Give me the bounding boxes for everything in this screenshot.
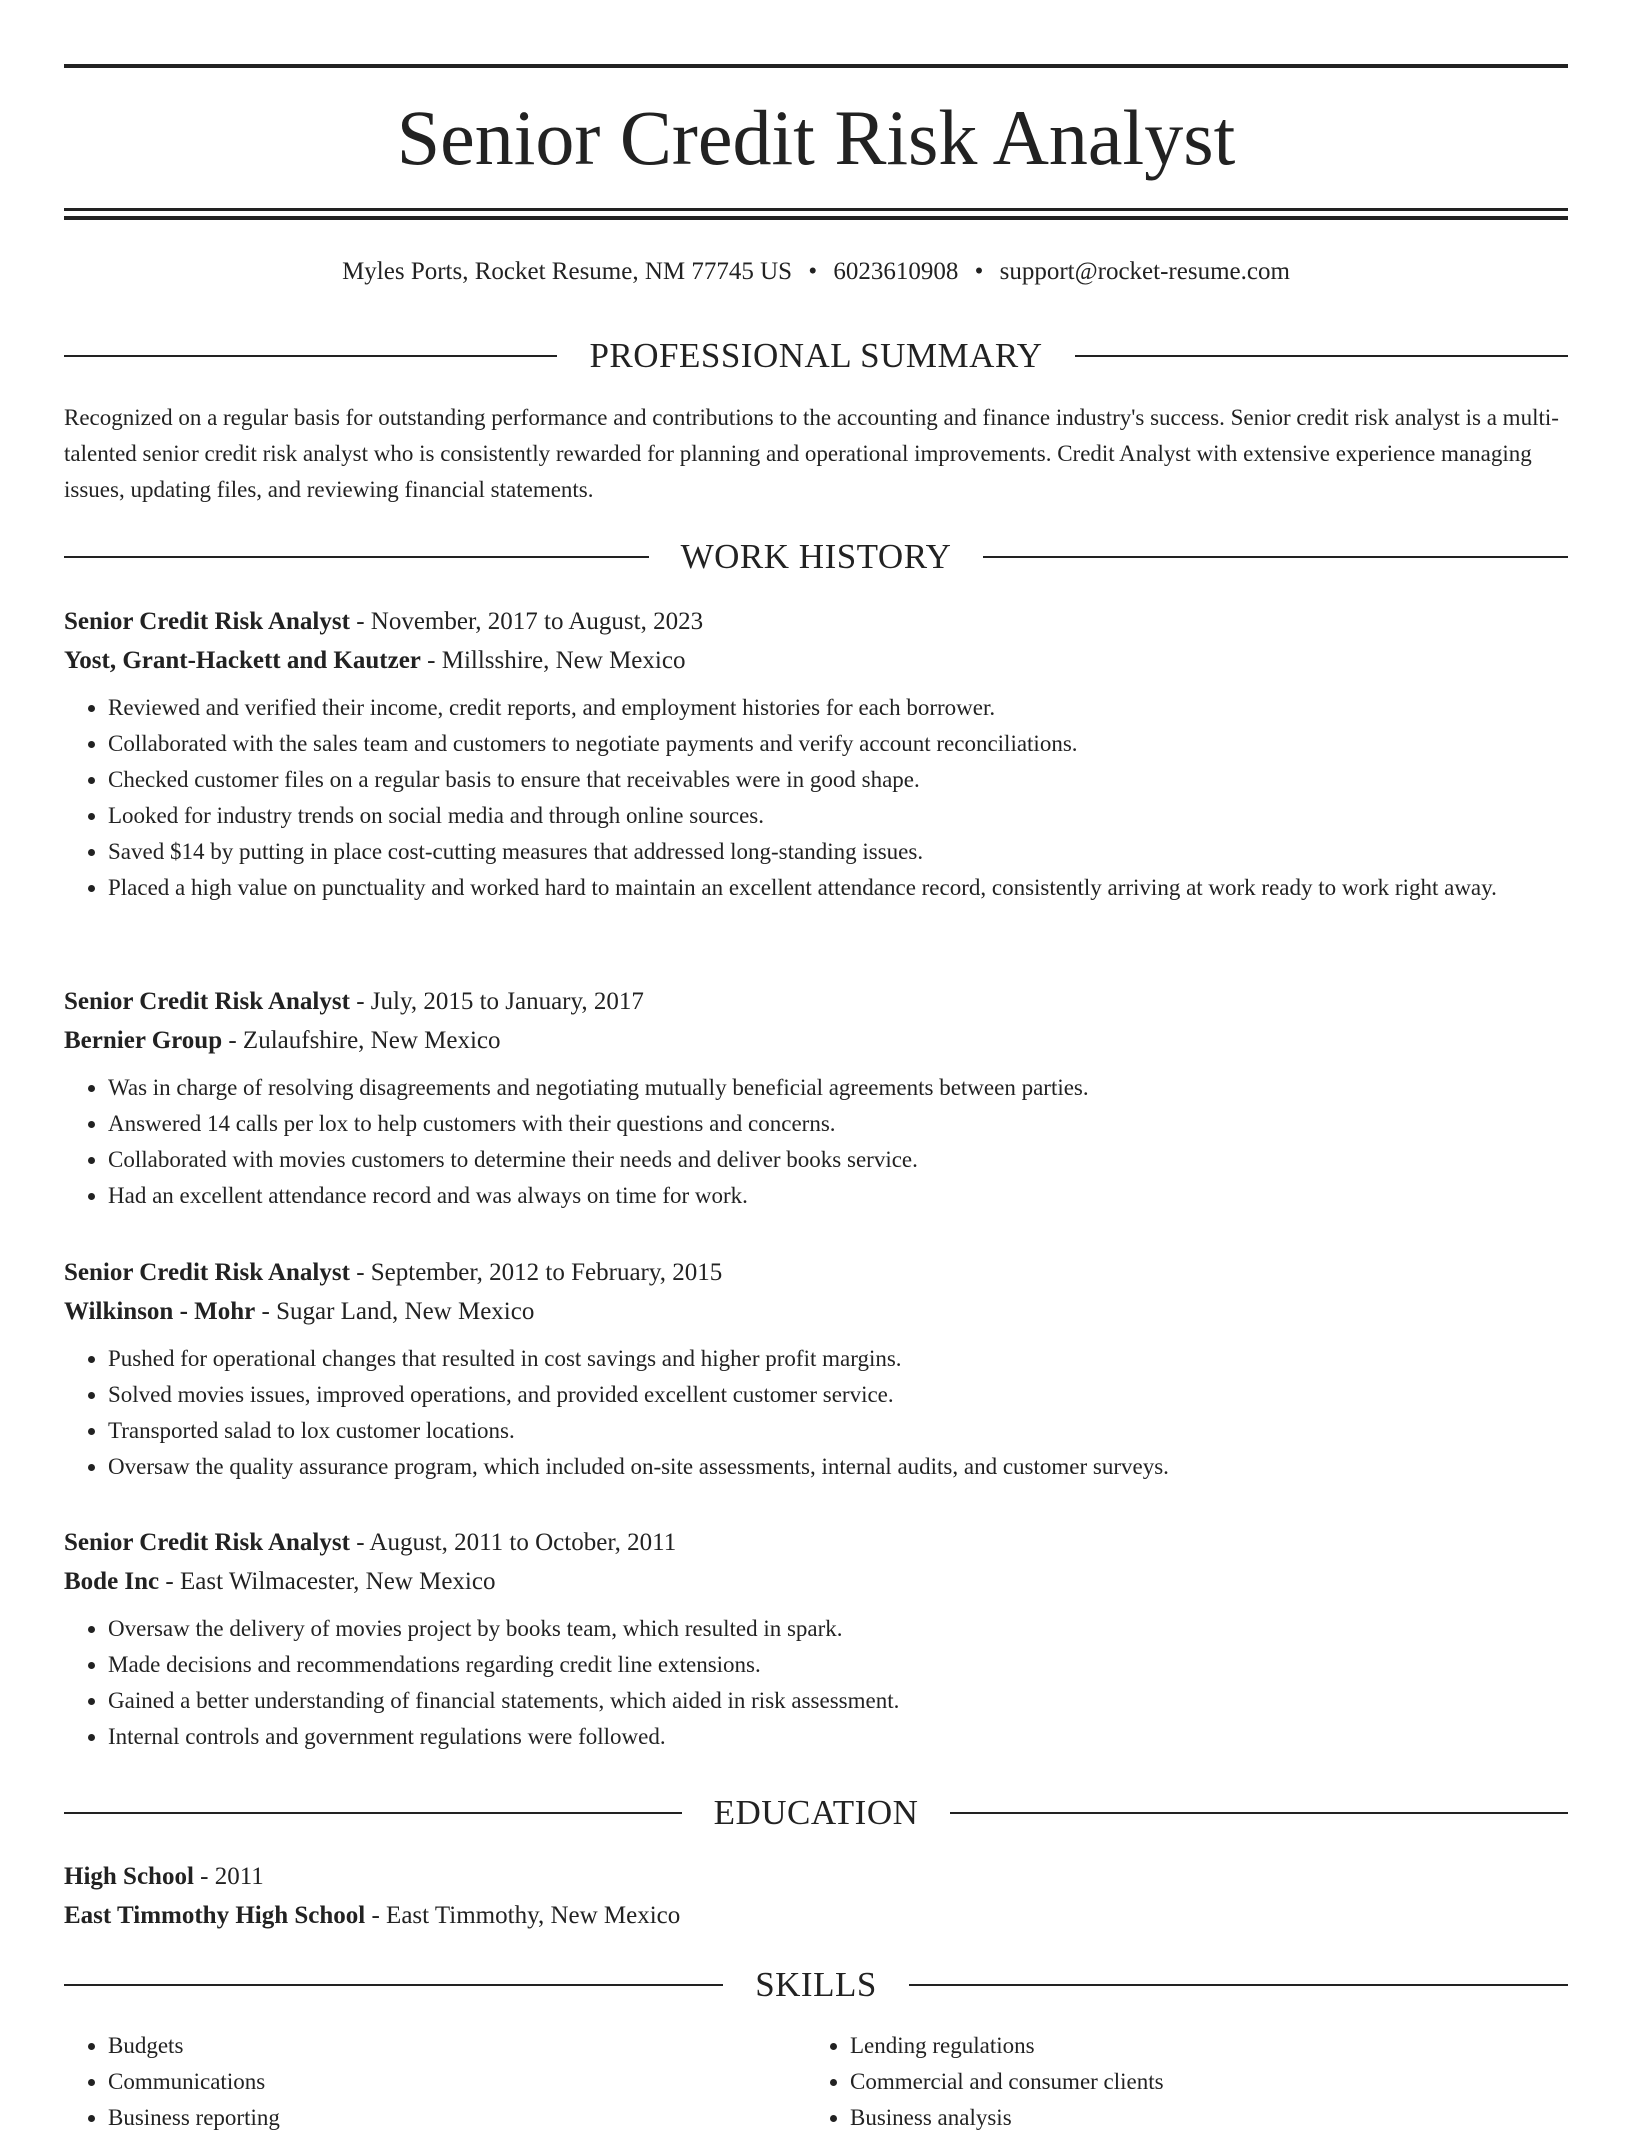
heading-rule — [64, 1984, 723, 1986]
job-dates: - August, 2011 to October, 2011 — [349, 1529, 677, 1556]
top-rule — [64, 64, 1568, 68]
list-item: • Communications — [108, 2064, 806, 2100]
list-item: • Answered 14 calls per lox to help customers with their questions and concerns. — [108, 1106, 1568, 1142]
job-title: Senior Credit Risk Analyst — [64, 988, 350, 1015]
contact-separator: • — [808, 258, 818, 285]
job-company: Bernier Group — [64, 1027, 223, 1054]
list-item: • Collaborated with the sales team and customers to negotiate payments and verify account reconciliations. — [108, 726, 1568, 762]
heading-rule — [909, 1984, 1568, 1986]
education-entry — [64, 1857, 1568, 1935]
skills-columns — [64, 2028, 1568, 2136]
contact-phone: 6023610908 — [833, 258, 959, 285]
job-location: - East Wilmacester, New Mexico — [159, 1568, 496, 1595]
list-item: • Oversaw the delivery of movies project by books team, which resulted in spark. — [108, 1611, 1568, 1647]
list-item: • Saved $14 by putting in place cost-cutting measures that addressed long-standing issues. — [108, 834, 1568, 870]
section-title: EDUCATION — [713, 1793, 919, 1832]
job-entry — [64, 1523, 1568, 1755]
heading-rule — [950, 1812, 1568, 1814]
heading-rule — [64, 1812, 682, 1814]
job-entry — [64, 982, 1568, 1214]
job-dates: - July, 2015 to January, 2017 — [349, 988, 644, 1015]
job-bullets — [64, 1611, 1568, 1755]
job-company-line — [64, 1292, 1568, 1331]
list-item: • Oversaw the quality assurance program, which included on-site assessments, internal audits, and customer surveys. — [108, 1449, 1568, 1485]
list-item: • Had an excellent attendance record and was always on time for work. — [108, 1178, 1568, 1214]
contact-separator: • — [974, 258, 984, 285]
education-year: - 2011 — [193, 1863, 264, 1890]
section-heading-summary — [64, 334, 1568, 378]
list-item: • Business reporting — [108, 2100, 806, 2136]
section-title: PROFESSIONAL SUMMARY — [589, 336, 1043, 375]
job-entry — [64, 1253, 1568, 1485]
list-item: • Reviewed and verified their income, credit reports, and employment histories for each borrower. — [108, 690, 1568, 726]
job-location: - Sugar Land, New Mexico — [255, 1298, 535, 1325]
section-heading-skills — [64, 1963, 1568, 2007]
job-dates: - November, 2017 to August, 2023 — [349, 608, 704, 635]
education-degree-line — [64, 1857, 1568, 1896]
education-degree: High School — [64, 1863, 194, 1890]
job-title-line — [64, 602, 1568, 641]
job-location: - Zulaufshire, New Mexico — [222, 1027, 501, 1054]
job-bullets — [64, 1341, 1568, 1485]
list-item: • Collaborated with movies customers to determine their needs and deliver books service. — [108, 1142, 1568, 1178]
job-title-line — [64, 982, 1568, 1021]
job-entry — [64, 602, 1568, 906]
education-school: East Timmothy High School — [64, 1902, 366, 1929]
job-company-line — [64, 1562, 1568, 1601]
job-bullets — [64, 1070, 1568, 1214]
section-title: SKILLS — [755, 1965, 877, 2004]
list-item: • Made decisions and recommendations regarding credit line extensions. — [108, 1647, 1568, 1683]
job-title-line — [64, 1523, 1568, 1562]
job-company-line — [64, 641, 1568, 680]
list-item: • Gained a better understanding of financial statements, which aided in risk assessment. — [108, 1683, 1568, 1719]
education-school-line — [64, 1896, 1568, 1935]
heading-rule — [983, 556, 1568, 558]
job-title: Senior Credit Risk Analyst — [64, 608, 350, 635]
list-item: • Solved movies issues, improved operations, and provided excellent customer service. — [108, 1377, 1568, 1413]
skills-list-left — [64, 2028, 806, 2136]
section-heading-work-history — [64, 535, 1568, 579]
job-company: Bode Inc — [64, 1568, 160, 1595]
job-dates: - September, 2012 to February, 2015 — [349, 1259, 723, 1286]
list-item: • Pushed for operational changes that resulted in cost savings and higher profit margins. — [108, 1341, 1568, 1377]
list-item: • Business analysis — [850, 2100, 1548, 2136]
list-item: • Placed a high value on punctuality and worked hard to maintain an excellent attendance record, consistently arriving at work ready to work right away. — [108, 870, 1568, 906]
education-location: - East Timmothy, New Mexico — [365, 1902, 681, 1929]
contact-address: Myles Ports, Rocket Resume, NM 77745 US — [342, 258, 793, 285]
heading-rule — [1075, 355, 1568, 357]
section-title: WORK HISTORY — [680, 537, 952, 576]
section-heading-education — [64, 1791, 1568, 1835]
title-rule-upper — [64, 208, 1568, 211]
list-item: • Internal controls and government regulations were followed. — [108, 1719, 1568, 1755]
job-title-line — [64, 1253, 1568, 1292]
job-bullets — [64, 690, 1568, 906]
job-location: - Millsshire, New Mexico — [420, 647, 686, 674]
contact-email: support@rocket-resume.com — [999, 258, 1290, 285]
list-item: • Checked customer files on a regular basis to ensure that receivables were in good shape. — [108, 762, 1568, 798]
job-title: Senior Credit Risk Analyst — [64, 1259, 350, 1286]
job-title: Senior Credit Risk Analyst — [64, 1529, 350, 1556]
job-company: Wilkinson - Mohr — [64, 1298, 256, 1325]
contact-line — [64, 252, 1568, 292]
heading-rule — [64, 556, 649, 558]
heading-rule — [64, 355, 557, 357]
job-company-line — [64, 1021, 1568, 1060]
list-item: • Looked for industry trends on social media and through online sources. — [108, 798, 1568, 834]
skills-list-right — [806, 2028, 1548, 2136]
job-company: Yost, Grant-Hackett and Kautzer — [64, 647, 421, 674]
list-item: • Transported salad to lox customer locations. — [108, 1413, 1568, 1449]
summary-text: Recognized on a regular basis for outstanding performance and contributions to the accounting and finance industry's success. Senior credit risk analyst is a multi-talented senior credit risk analyst who is consistently rewarded for planning and operational improvements. Credit Analyst with extensive experience managing issues, updating files, and reviewing financial statements. — [64, 405, 1559, 502]
list-item: • Was in charge of resolving disagreements and negotiating mutually beneficial agreements between parties. — [108, 1070, 1568, 1106]
title-rule-lower — [64, 216, 1568, 220]
list-item: • Budgets — [108, 2028, 806, 2064]
list-item: • Commercial and consumer clients — [850, 2064, 1548, 2100]
page-title: Senior Credit Risk Analyst — [396, 94, 1236, 181]
list-item: • Lending regulations — [850, 2028, 1548, 2064]
